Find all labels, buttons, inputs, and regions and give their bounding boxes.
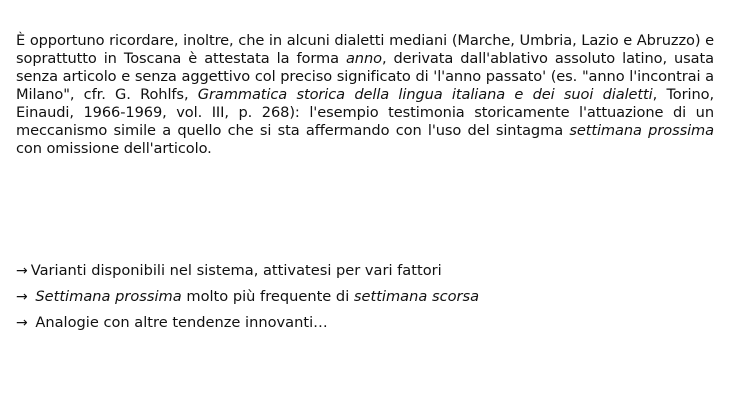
bullet-item-3 <box>16 310 716 336</box>
paragraph-italic-anno: anno <box>345 50 382 67</box>
body-paragraph <box>16 32 714 158</box>
paragraph-text-4: con omissione dell'articolo. <box>16 140 212 157</box>
arrow-right-icon: → <box>16 289 28 305</box>
bullet-list <box>16 258 716 336</box>
paragraph-italic-book-title: Grammatica storica della lingua italiana e dei suoi dialetti <box>197 86 653 103</box>
bullet-2-text: molto più frequente di <box>181 288 354 305</box>
bullet-1-text: Varianti disponibili nel sistema, attivatesi per vari fattori <box>30 262 442 279</box>
paragraph-italic-settimana-prossima: settimana prossima <box>569 122 714 139</box>
bullet-item-2 <box>16 284 716 310</box>
arrow-right-icon: → <box>16 263 28 279</box>
paragraph-text-2: , derivata dall'ablativo assoluto latino, usata senza articolo e senza aggettivo col preciso significato di 'l'anno passato' (es. "anno l'incontrai a Milano", cfr. G. Rohlfs, <box>16 50 714 103</box>
bullet-2-italic-2: settimana scorsa <box>353 288 480 305</box>
bullet-3-text: Analogie con altre tendenze innovanti… <box>35 314 328 331</box>
bullet-2-italic-1: Settimana prossima <box>35 288 182 305</box>
paragraph-text-1: È opportuno ricordare, inoltre, che in alcuni dialetti mediani (Marche, Umbria, Lazio e Abruzzo) e soprattutto in Toscana è attestata la forma <box>16 32 714 67</box>
arrow-right-icon: → <box>16 315 28 331</box>
paragraph-text-3: , Torino, Einaudi, 1966-1969, vol. III, p. 268): l'esempio testimonia storicamente l'attuazione di un meccanismo simile a quello che si sta affermando con l'uso del sintagma <box>16 86 714 139</box>
bullet-item-1 <box>16 258 716 284</box>
